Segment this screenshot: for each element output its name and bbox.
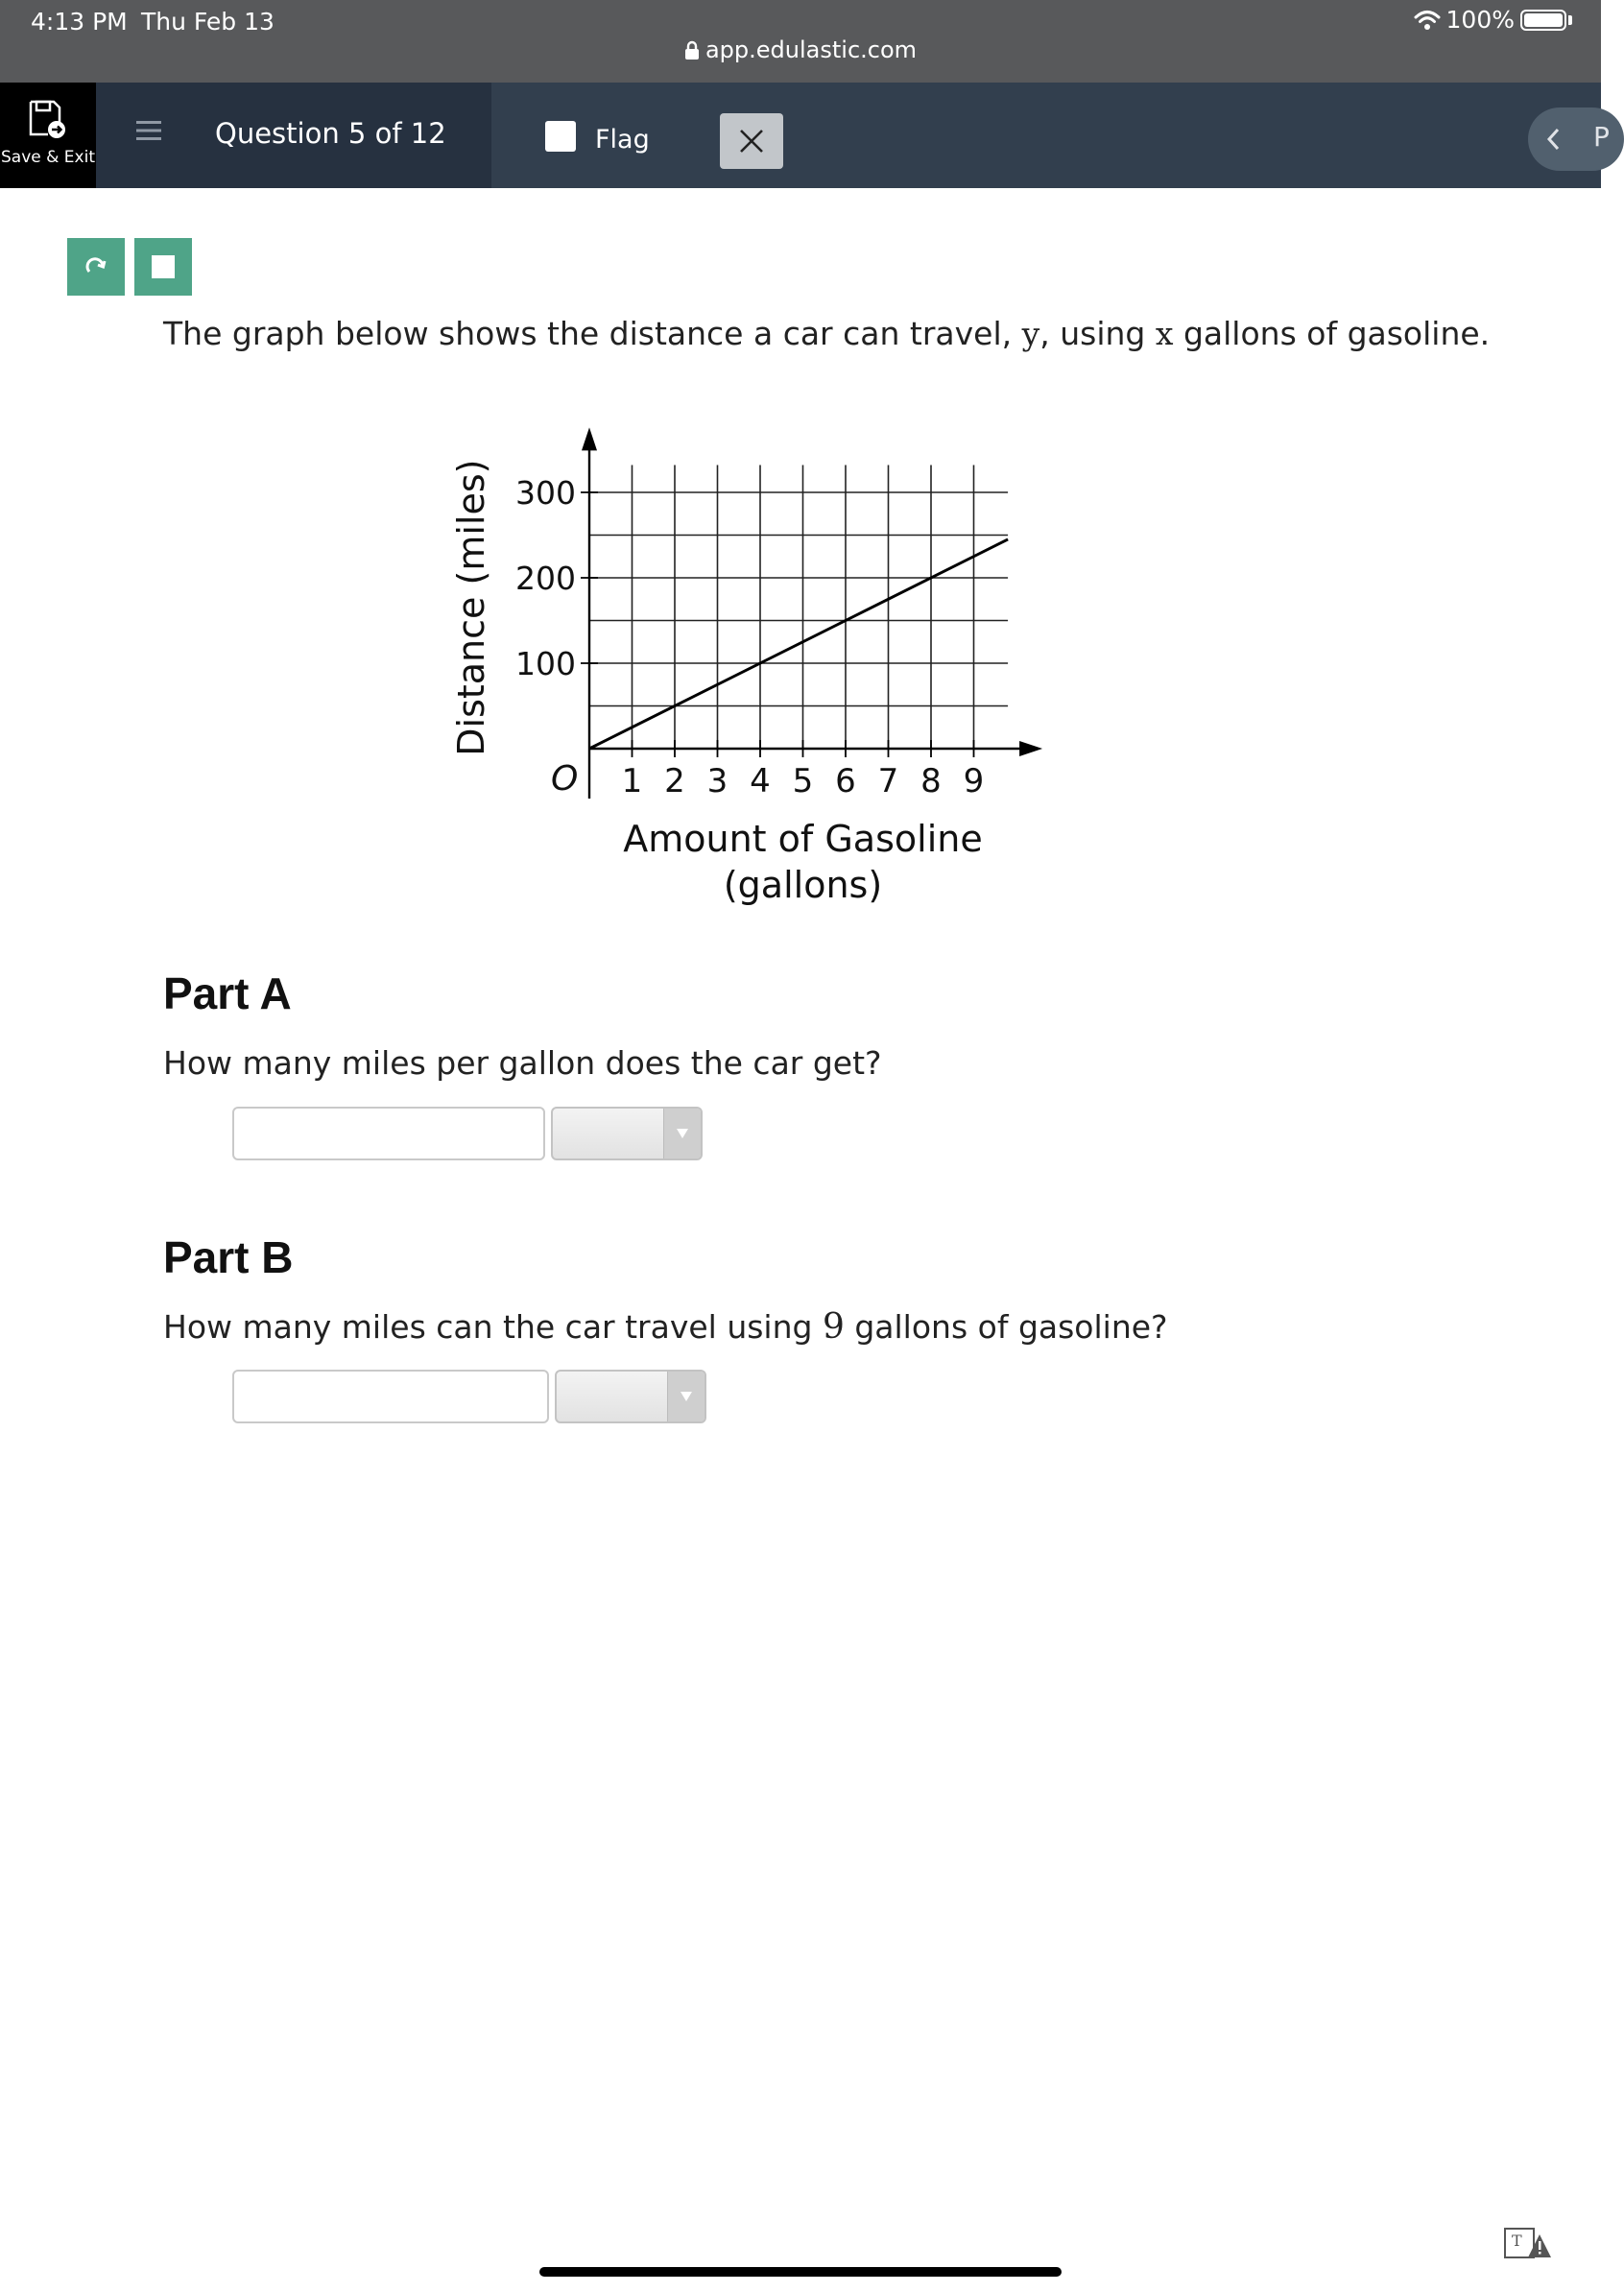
save-exit-button[interactable] [0, 83, 96, 188]
triangle-down-icon [676, 1128, 689, 1139]
grid [589, 466, 1008, 749]
part-b-prompt-end: gallons of gasoline? [844, 1308, 1168, 1346]
x-tick-label: 1 [621, 762, 643, 800]
close-icon [738, 128, 765, 155]
stop-button[interactable] [134, 238, 192, 296]
x-tick-label: 6 [835, 762, 856, 800]
part-a-answer-input[interactable] [232, 1107, 545, 1160]
flag-label[interactable]: Flag [595, 125, 650, 155]
ticks [515, 474, 984, 800]
lock-icon [684, 41, 700, 60]
x-axis-label: Amount of Gasoline [623, 818, 983, 860]
previous-question-button[interactable] [1528, 107, 1624, 171]
stem-text-middle: , using [1039, 315, 1156, 352]
x-tick-label: 5 [792, 762, 814, 800]
close-button[interactable] [720, 113, 783, 169]
menu-icon [136, 119, 161, 142]
y-tick-label: 100 [515, 645, 576, 682]
y-axis-label: Distance (miles) [450, 459, 492, 756]
x-tick-label: 9 [963, 762, 985, 800]
battery-icon [1520, 10, 1566, 31]
stem-text-end: gallons of gasoline. [1173, 315, 1491, 352]
x-tick-label: 2 [664, 762, 685, 800]
part-b-heading: Part B [163, 1232, 294, 1282]
flag-checkbox[interactable] [545, 121, 576, 152]
stem-text-start: The graph below shows the distance a car can travel, [163, 315, 1022, 352]
data-line [589, 539, 1008, 749]
gallons-value: 9 [822, 1307, 845, 1347]
x-tick-label: 4 [750, 762, 771, 800]
save-exit-label: Save & Exit [1, 148, 95, 167]
y-tick-label: 300 [515, 474, 576, 512]
wifi-icon [1414, 10, 1441, 31]
question-navigator[interactable] [96, 83, 491, 188]
series [589, 539, 1008, 749]
x-axis-arrow [1019, 741, 1042, 756]
status-right [1414, 6, 1572, 34]
part-a-select-toggle[interactable] [663, 1109, 701, 1158]
part-b-select-toggle[interactable] [667, 1372, 705, 1421]
status-date: Thu Feb 13 [141, 8, 275, 36]
app-toolbar [0, 83, 1610, 188]
text-to-speech-icon[interactable] [1503, 2227, 1555, 2259]
part-b-answer-input[interactable] [232, 1370, 549, 1423]
triangle-down-icon [680, 1391, 693, 1402]
status-bar [0, 0, 1601, 83]
distance-graph [442, 413, 1056, 912]
x-axis-label-unit: (gallons) [723, 864, 883, 906]
part-b-prompt-start: How many miles can the car travel using [163, 1308, 823, 1346]
origin-label: O [551, 759, 579, 799]
previous-label: P [1593, 121, 1610, 153]
variable-x: x [1155, 315, 1174, 352]
save-exit-icon [25, 98, 67, 140]
x-tick-label: 7 [877, 762, 899, 800]
url-bar[interactable] [0, 36, 1601, 63]
url-text: app.edulastic.com [705, 36, 918, 63]
x-tick-label: 8 [920, 762, 942, 800]
y-axis-arrow [582, 427, 597, 450]
part-b-prompt [163, 1307, 1168, 1347]
part-a-unit-select[interactable] [551, 1107, 703, 1160]
redo-icon [83, 253, 109, 280]
redo-button[interactable] [67, 238, 125, 296]
status-time: 4:13 PM [31, 8, 128, 36]
y-tick-label: 200 [515, 560, 576, 597]
part-a-heading: Part A [163, 968, 292, 1018]
part-b-unit-select[interactable] [555, 1370, 706, 1423]
question-stem [163, 315, 1490, 352]
x-tick-label: 3 [706, 762, 728, 800]
battery-tip [1568, 15, 1572, 25]
svg-text:T: T [1512, 2232, 1522, 2250]
home-indicator [539, 2267, 1062, 2277]
question-counter: Question 5 of 12 [215, 117, 446, 150]
variable-y: y [1021, 315, 1040, 352]
chevron-left-icon [1545, 127, 1561, 152]
stop-icon [152, 255, 175, 278]
battery-percent: 100% [1445, 6, 1515, 34]
part-a-prompt: How many miles per gallon does the car get? [163, 1044, 882, 1082]
